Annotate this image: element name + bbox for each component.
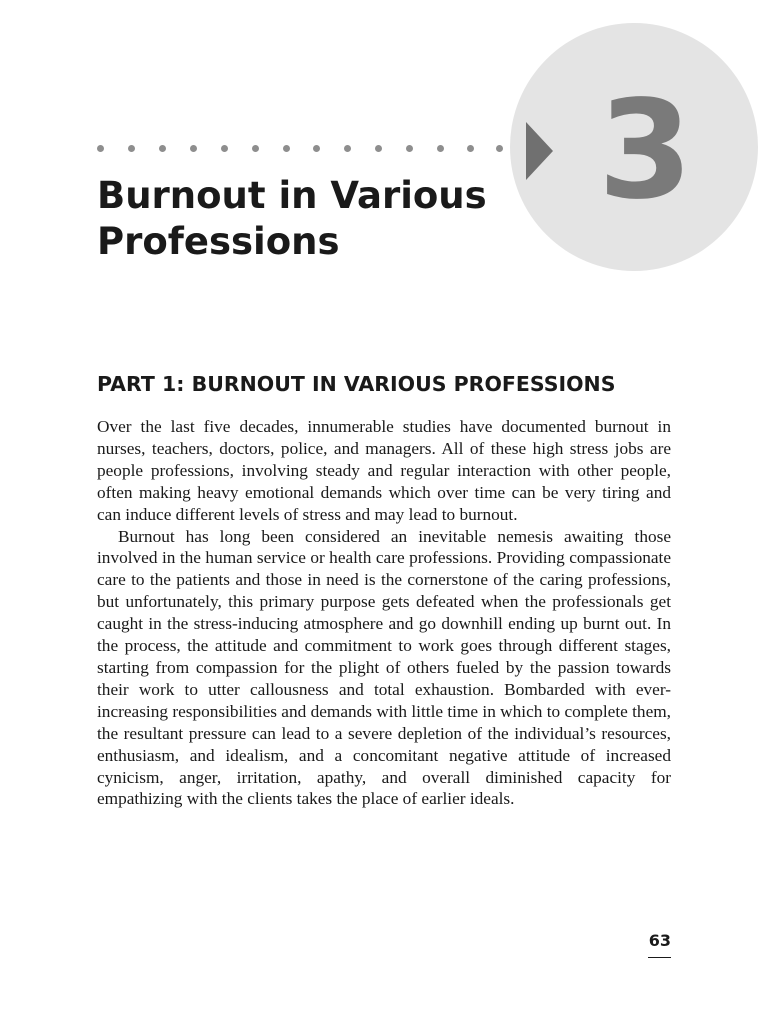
leader-dot <box>344 145 351 152</box>
leader-dot <box>375 145 382 152</box>
leader-dot <box>283 145 290 152</box>
chapter-title <box>97 173 507 265</box>
leader-dot <box>406 145 413 152</box>
leader-dot <box>190 145 197 152</box>
page-number: 63 <box>648 931 671 950</box>
right-pointing-triangle-icon <box>526 122 553 180</box>
dotted-leader <box>97 145 507 153</box>
section-heading: PART 1: BURNOUT IN VARIOUS PROFESSIONS <box>97 372 616 396</box>
leader-dot <box>97 145 104 152</box>
paragraph-2: Burnout has long been considered an inevitable nemesis awaiting those involved in the human service or health care professions. Providing compassionate care to the patients and those in need is the cornerstone of the caring professions, but unfortunately, this primary purpose gets defeated when the professionals get caught in the stress-inducing atmosphere and go downhill ending up burnt out. In the process, the attitude and commitment to work goes through different stages, starting from compassion for the plight of others fueled by the passion towards their work to utter callousness and total exhaustion. Bombarded with ever-increasing responsibilities and demands with little time in which to complete them, the resultant pressure can lead to a severe depletion of the individual’s resources, enthusiasm, and idealism, and a concomitant negative attitude of increased cynicism, anger, irritation, apathy, and overall diminished capacity for empathizing with the clients takes the place of earlier ideals. <box>97 526 672 809</box>
chapter-title-line-1: Burnout in Various <box>97 174 487 217</box>
leader-dot <box>313 145 320 152</box>
chapter-number: 3 <box>598 72 691 230</box>
leader-dot <box>496 145 503 152</box>
leader-dot <box>128 145 135 152</box>
paragraph-1: Over the last five decades, innumerable studies have documented burnout in nurses, teachers, doctors, police, and managers. All of these high stress jobs are people professions, involving steady and regular interaction with other people, often making heavy emotional demands which over time can be very tiring and can induce different levels of stress and may lead to burnout. <box>97 417 671 524</box>
leader-dot <box>252 145 259 152</box>
body-text <box>97 416 671 810</box>
leader-dot <box>467 145 474 152</box>
page-number-rule <box>648 957 671 958</box>
leader-dot <box>437 145 444 152</box>
chapter-title-line-2: Professions <box>97 220 340 263</box>
leader-dot <box>159 145 166 152</box>
leader-dot <box>221 145 228 152</box>
